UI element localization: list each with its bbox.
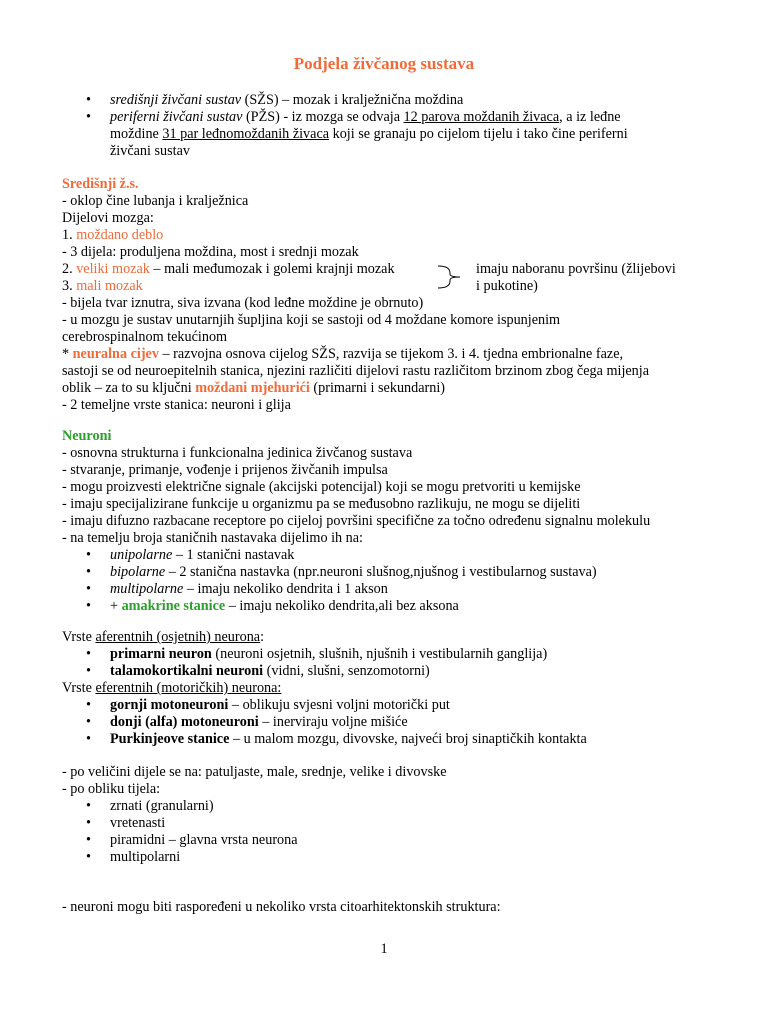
list-item: • središnji živčani sustav (SŽS) – mozak i kralježnična moždina [86,92,464,108]
brace-icon [432,262,472,292]
section-velicina [62,764,722,866]
section-szs [62,176,722,414]
list-item: • vretenasti [86,815,166,831]
text-line: - 3 dijela: produljena moždina, most i srednji mozak [62,244,359,260]
text-line: - imaju difuzno razbacane receptore po cijeloj površini specifične za točno određenu signalnu molekulu [62,513,651,529]
list-item: • zrnati (granularni) [86,798,214,814]
brace-annotation: imaju naboranu površinu (žlijebovi i pukotine) [476,261,676,294]
bullet-icon: • [86,849,91,865]
list-item-continuation: moždine 31 par leđnomoždanih živaca koji se granaju po cijelom tijelu i tako čine periferni [110,126,628,142]
list-item: • + amakrine stanice – imaju nekoliko dendrita,ali bez aksona [86,598,459,614]
text-line: Vrste aferentnih (osjetnih) neurona: [62,629,265,645]
text-line: - imaju specijalizirane funkcije u organizmu pa se međusobno razlikuju, ne mogu se dijeliti [62,496,581,512]
text-line: Vrste eferentnih (motoričkih) neurona: [62,680,282,696]
text-line: sastoji se od neuroepitelnih stanica, njezini različiti dijelovi rastu različitom brzinom zbog čega mijenja [62,363,650,379]
section-heading: Neuroni [62,428,112,444]
list-item: • gornji motoneuroni – oblikuju svjesni voljni motorički put [86,697,450,713]
page-title: Podjela živčanog sustava [293,54,475,73]
text-line: 2. veliki mozak – mali međumozak i golemi krajnji mozak [62,261,395,277]
bullet-icon: • [86,598,91,614]
text-line: - u mozgu je sustav unutarnjih šupljina koji se sastoji od 4 moždane komore ispunjenim [62,312,561,328]
list-item: • talamokortikalni neuroni (vidni, slušni, senzomotorni) [86,663,430,679]
intro-list [62,92,722,160]
bullet-icon: • [86,798,91,814]
section-vrste [62,629,722,748]
list-item: • unipolarne – 1 stanični nastavak [86,547,295,563]
text-line: cerebrospinalnom tekućinom [62,329,228,345]
list-item: • Purkinjeove stanice – u malom mozgu, divovske, najveći broj sinaptičkih kontakta [86,731,587,747]
text-line: oblik – za to su ključni moždani mjehurići (primarni i sekundarni) [62,380,446,396]
last-line: - neuroni mogu biti raspoređeni u nekoliko vrsta citoarhitektonskih struktura: [62,899,501,915]
text-line: - po veličini dijele se na: patuljaste, male, srednje, velike i divovske [62,764,447,780]
bullet-icon: • [86,663,91,679]
section-heading: Središnji ž.s. [62,176,139,192]
list-item: • periferni živčani sustav (PŽS) - iz mozga se odvaja 12 parova moždanih živaca, a iz leđne [86,109,621,125]
bullet-icon: • [86,646,91,662]
bullet-icon: • [86,731,91,747]
text-line: 3. mali mozak [62,278,143,294]
bullet-icon: • [86,109,91,125]
text-line: - po obliku tijela: [62,781,161,797]
list-item: • bipolarne – 2 stanična nastavka (npr.neuroni slušnog,njušnog i vestibularnog sustava) [86,564,597,580]
bullet-icon: • [86,92,91,108]
text-line: - oklop čine lubanja i kralježnica [62,193,249,209]
bullet-icon: • [86,714,91,730]
bullet-icon: • [86,547,91,563]
list-item: • primarni neuron (neuroni osjetnih, slušnih, njušnih i vestibularnih ganglija) [86,646,548,662]
text-line: * neuralna cijev – razvojna osnova cijelog SŽS, razvija se tijekom 3. i 4. tjedna embrionalne faze, [62,346,624,362]
text-line: - na temelju broja staničnih nastavaka dijelimo ih na: [62,530,363,546]
section-neuroni [62,428,722,615]
text-line: - osnovna strukturna i funkcionalna jedinica živčanog sustava [62,445,413,461]
list-item: • piramidni – glavna vrsta neurona [86,832,298,848]
text-line: - mogu proizvesti električne signale (akcijski potencijal) koji se mogu pretvoriti u kemijske [62,479,581,495]
list-item: • donji (alfa) motoneuroni – inerviraju voljne mišiće [86,714,408,730]
text-line: - 2 temeljne vrste stanica: neuroni i glija [62,397,291,413]
bullet-icon: • [86,815,91,831]
bullet-icon: • [86,564,91,580]
text-line: 1. moždano deblo [62,227,164,243]
list-item-continuation: živčani sustav [110,143,190,159]
bullet-icon: • [86,697,91,713]
list-item: • multipolarni [86,849,181,865]
text-line: Dijelovi mozga: [62,210,154,226]
bullet-icon: • [86,832,91,848]
page-number: 1 [380,941,388,957]
bullet-icon: • [86,581,91,597]
list-item: • multipolarne – imaju nekoliko dendrita i 1 akson [86,581,388,597]
text-line: - bijela tvar iznutra, siva izvana (kod leđne moždine je obrnuto) [62,295,424,311]
text-line: - stvaranje, primanje, vođenje i prijenos živčanih impulsa [62,462,388,478]
